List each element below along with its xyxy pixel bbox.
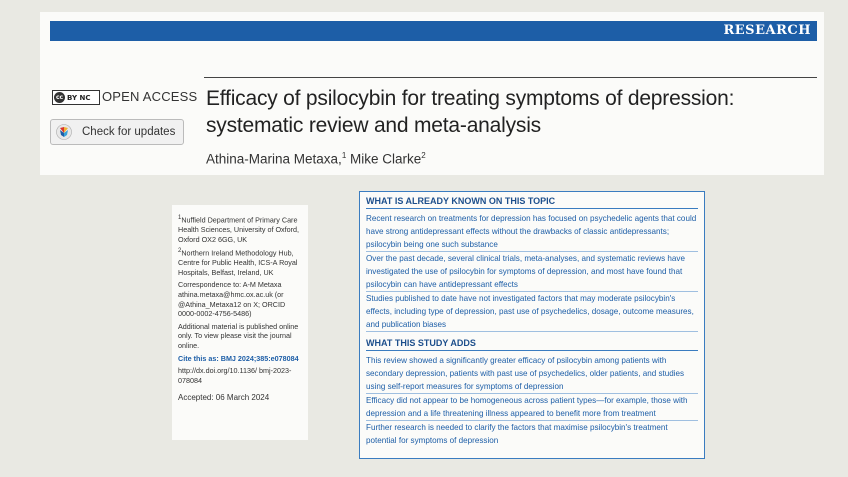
section-label: RESEARCH bbox=[723, 23, 811, 38]
crossmark-icon bbox=[56, 124, 72, 140]
additional-material-note: Additional material is published online only. To view please visit the journal online. bbox=[178, 321, 299, 350]
author-1-affil: 1 bbox=[341, 151, 347, 160]
open-access-label: OPEN ACCESS bbox=[102, 89, 198, 104]
author-2: Mike Clarke bbox=[346, 151, 422, 167]
article-title bbox=[206, 85, 806, 139]
cite-label: Cite this as: bbox=[178, 353, 219, 363]
accepted-date: Accepted: 06 March 2024 bbox=[178, 393, 270, 403]
author-list bbox=[206, 151, 426, 167]
doi-link[interactable]: http://dx.doi.org/10.1136/ bmj-2023-078084 bbox=[178, 366, 292, 385]
citation bbox=[178, 354, 302, 364]
affiliations bbox=[178, 214, 302, 406]
title-line-2: systematic review and meta-analysis bbox=[206, 114, 541, 137]
known-item: Recent research on treatments for depression has focused on psychedelic agents that could have strong antidepressant effects without the drawbacks of classic antidepressants; psilocybin being one such substance bbox=[366, 212, 698, 252]
correspondence: Correspondence to: A-M Metaxa athina.metaxa@hmc.ox.ac.uk (or @Athina_Metaxa12 on X; ORCID 0000-0002-4756-5486) bbox=[178, 280, 286, 319]
title-line-1: Efficacy of psilocybin for treating symptoms of depression: bbox=[206, 87, 735, 110]
author-1: Athina-Marina Metaxa, bbox=[206, 151, 342, 167]
known-item: Over the past decade, several clinical trials, meta-analyses, and systematic reviews have investigated the use of psilocybin for symptoms of depression, and most have found that psilocybin can have antidepressant effects bbox=[366, 252, 698, 292]
check-updates-label: Check for updates bbox=[82, 126, 176, 138]
summary-box bbox=[359, 191, 705, 459]
known-item: Studies published to date have not investigated factors that may moderate psilocybin's effects, including type of depression, past use of psychedelics, dosage, outcome measures, and publication biases bbox=[366, 292, 698, 332]
known-heading: WHAT IS ALREADY KNOWN ON THIS TOPIC bbox=[366, 196, 698, 209]
adds-item: Efficacy did not appear to be homogeneous across patient types—for example, those with depression and a life threatening illness appeared to benefit more from treatment bbox=[366, 394, 698, 421]
creative-commons-badge bbox=[52, 90, 100, 105]
cite-reference[interactable]: BMJ 2024;385:e078084 bbox=[218, 353, 299, 363]
license-text: BY NC bbox=[67, 93, 91, 102]
author-2-affil: 2 bbox=[421, 151, 426, 160]
adds-item: Further research is needed to clarify the factors that maximise psilocybin's treatment potential for symptoms of depression bbox=[366, 423, 668, 445]
cc-icon: cc bbox=[55, 94, 64, 101]
section-banner bbox=[50, 21, 817, 41]
affiliation-1: $^1$Nuffield Department of Primary Care Health Sciences, University of Oxford, Oxford OX2 6GG, UK bbox=[178, 215, 300, 244]
adds-heading: WHAT THIS STUDY ADDS bbox=[366, 338, 698, 351]
affiliation-2: $^2$Northern Ireland Methodology Hub, Centre for Public Health, ICS-A Royal Hospitals, Belfast, Ireland, UK bbox=[178, 248, 298, 277]
check-for-updates-button[interactable] bbox=[50, 119, 184, 145]
title-divider bbox=[204, 77, 817, 78]
adds-item: This review showed a significantly greater efficacy of psilocybin among patients with secondary depression, patients with past use of psychedelics, older patients, and studies using self-report measures for symptoms of depression bbox=[366, 354, 698, 394]
